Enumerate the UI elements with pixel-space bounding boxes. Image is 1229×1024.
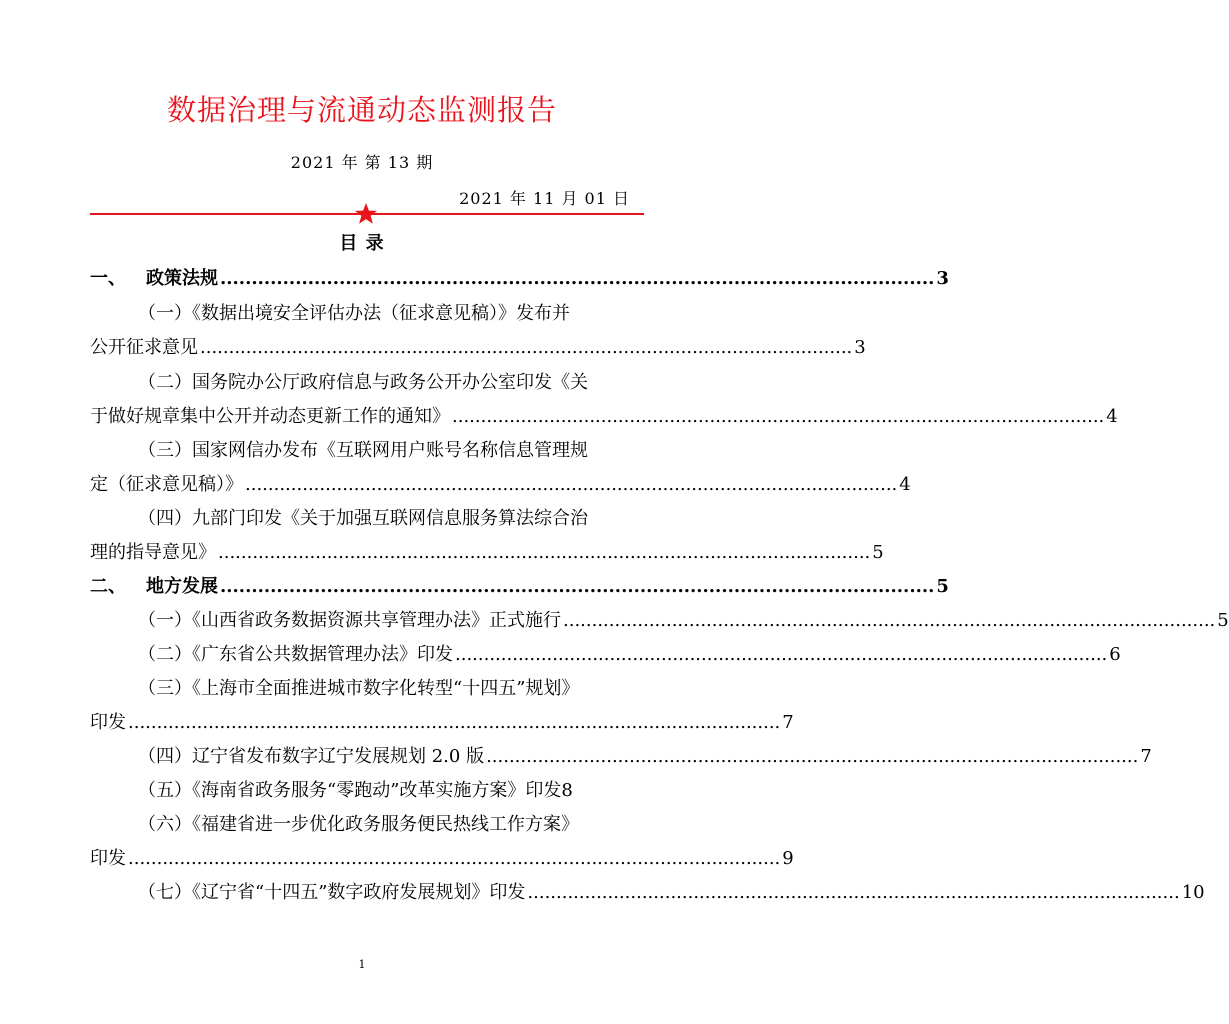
report-title: 数据治理与流通动态监测报告 (166, 93, 557, 127)
toc-item-2-7[interactable]: （七）《辽宁省“十四五”数字政府发展规划》印发 .................................................................................................................. 10 (90, 876, 628, 910)
toc-item-1-3-line2: 定（征求意见稿）》 (90, 474, 243, 495)
toc-item-1-2-line2: 于做好规章集中公开并动态更新工作的通知》 (90, 406, 450, 427)
toc-item-2-2-page: 6 (1109, 644, 1121, 665)
toc-item-1-1-page: 3 (854, 337, 866, 358)
toc-item-2-7-page: 10 (1181, 882, 1205, 903)
toc-item-2-3[interactable] (90, 672, 628, 706)
toc-item-1-3-page: 4 (899, 474, 911, 495)
toc-item-2-2-text: （二）《广东省公共数据管理办法》印发 (138, 644, 453, 665)
toc-item-1-2-line1: （二）国务院办公厅政府信息与政务公开办公室印发《关 (138, 372, 588, 393)
issue-number: 2021 年 第 13 期 (290, 153, 434, 172)
toc-item-2-6-page: 9 (782, 848, 794, 869)
section-2-page: 5 (936, 576, 949, 597)
star-icon (354, 202, 378, 226)
toc-item-1-2-page: 4 (1106, 406, 1118, 427)
section-1-page: 3 (936, 268, 949, 289)
toc-item-1-4-page: 5 (872, 542, 884, 563)
toc-item-2-4[interactable]: （四）辽宁省发布数字辽宁发展规划 2.0 版 .................................................................................................................. 7 (90, 740, 628, 774)
page-number: 1 (358, 958, 366, 971)
toc-item-1-2-cont[interactable]: 于做好规章集中公开并动态更新工作的通知》 .................................................................................................................. 4 (90, 400, 628, 434)
toc-section-2[interactable]: 二、 地方发展 .................................................................................................................. 5 (90, 570, 628, 604)
toc-item-1-2[interactable] (90, 366, 628, 400)
toc-item-2-6-cont[interactable]: 印发 .................................................................................................................. 9 (90, 842, 628, 876)
toc-item-2-3-cont[interactable]: 印发 .................................................................................................................. 7 (90, 706, 628, 740)
toc-item-2-4-page: 7 (1140, 746, 1152, 767)
toc-item-2-7-text: （七）《辽宁省“十四五”数字政府发展规划》印发 (138, 882, 526, 903)
toc-item-1-3[interactable] (90, 434, 628, 468)
toc-item-1-1-cont[interactable]: 公开征求意见 .................................................................................................................. 3 (90, 331, 628, 365)
section-1-number: 一、 (90, 268, 126, 289)
toc-item-2-5[interactable] (90, 774, 628, 808)
toc-item-2-2[interactable]: （二）《广东省公共数据管理办法》印发 .................................................................................................................. 6 (90, 638, 628, 672)
toc-heading: 目 录 (339, 233, 385, 254)
toc-item-2-4-text: （四）辽宁省发布数字辽宁发展规划 2.0 版 (138, 746, 485, 767)
report-date: 2021 年 11 月 01 日 (459, 189, 630, 208)
toc-item-2-6[interactable] (90, 808, 628, 842)
toc-item-2-5-text: （五）《海南省政务服务“零跑动”改革实施方案》印发 (138, 780, 562, 801)
section-2-number: 二、 (90, 576, 126, 597)
toc-item-1-4-cont[interactable]: 理的指导意见》 .................................................................................................................. 5 (90, 536, 628, 570)
toc-item-2-6-line1: （六）《福建省进一步优化政务服务便民热线工作方案》 (138, 814, 579, 835)
toc-item-1-1[interactable] (90, 297, 628, 331)
toc-item-2-5-page: 8 (561, 780, 573, 801)
toc-item-2-3-line1: （三）《上海市全面推进城市数字化转型“十四五”规划》 (138, 678, 580, 699)
section-2-title: 地方发展 (146, 576, 218, 597)
section-1-title: 政策法规 (146, 268, 218, 289)
toc-item-1-3-cont[interactable]: 定（征求意见稿）》 .................................................................................................................. 4 (90, 468, 628, 502)
toc-item-1-3-line1: （三）国家网信办发布《互联网用户账号名称信息管理规 (138, 440, 588, 461)
toc-item-1-4-line1: （四）九部门印发《关于加强互联网信息服务算法综合治 (138, 508, 588, 529)
toc-item-1-4-line2: 理的指导意见》 (90, 542, 216, 563)
toc-item-2-3-page: 7 (782, 712, 794, 733)
toc-item-1-4[interactable] (90, 502, 628, 536)
toc-item-2-3-line2: 印发 (90, 712, 126, 733)
toc-item-1-1-line1: （一）《数据出境安全评估办法（征求意见稿）》发布并 (138, 303, 570, 324)
toc-item-2-1-page: 5 (1217, 610, 1229, 631)
toc-item-1-1-line2: 公开征求意见 (90, 337, 198, 358)
toc-item-2-1-text: （一）《山西省政务数据资源共享管理办法》正式施行 (138, 610, 561, 631)
toc-item-2-6-line2: 印发 (90, 848, 126, 869)
toc-section-1[interactable]: 一、 政策法规 .................................................................................................................. 3 (90, 262, 628, 296)
toc-item-2-1[interactable]: （一）《山西省政务数据资源共享管理办法》正式施行 .................................................................................................................. 5 (90, 604, 628, 638)
